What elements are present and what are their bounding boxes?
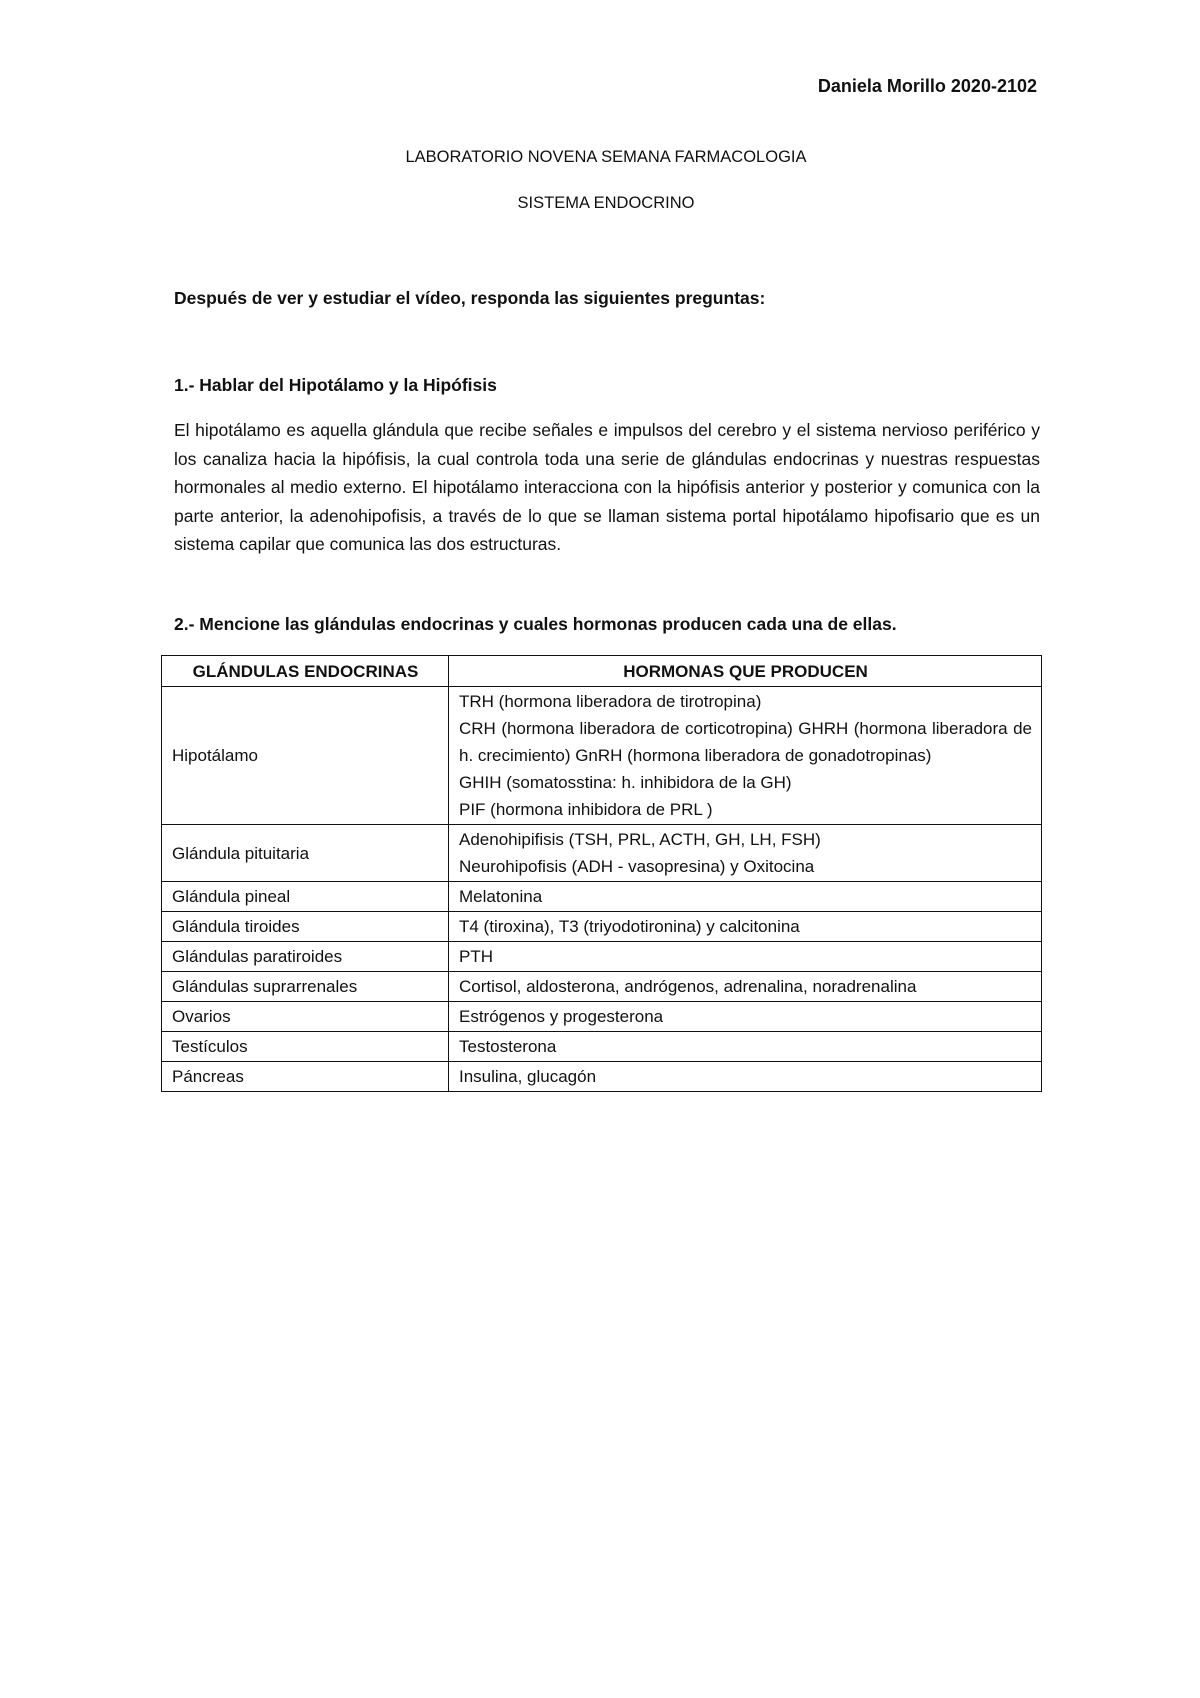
hormones-cell	[449, 972, 1042, 1002]
hormones-cell	[449, 1002, 1042, 1032]
table-row	[162, 972, 1042, 1002]
hormone-line: Cortisol, aldosterona, andrógenos, adrenalina, noradrenalina	[459, 977, 917, 996]
hormones-cell	[449, 882, 1042, 912]
author-line: Daniela Morillo 2020-2102	[817, 76, 1037, 96]
instructions: Después de ver y estudiar el vídeo, responda las siguientes preguntas:	[174, 288, 766, 308]
gland-name: Glándula pituitaria	[162, 825, 449, 882]
header-glands: GLÁNDULAS ENDOCRINAS	[162, 656, 449, 687]
hormones-cell	[449, 912, 1042, 942]
hormone-line: Neurohipofisis (ADH - vasopresina) y Oxitocina	[459, 857, 815, 876]
hormone-line: Estrógenos y progesterona	[459, 1007, 664, 1026]
hormone-line: Adenohipifisis (TSH, PRL, ACTH, GH, LH, FSH)	[459, 830, 821, 849]
document-subtitle: SISTEMA ENDOCRINO	[517, 194, 695, 212]
table-row	[162, 912, 1042, 942]
header-hormones: HORMONAS QUE PRODUCEN	[449, 656, 1042, 687]
hormone-line: CRH (hormona liberadora de corticotropina) GHRH (hormona liberadora de h. crecimiento) GnRH (hormona liberadora de gonadotropinas)	[459, 719, 1032, 765]
hormone-line: GHIH (somatosstina: h. inhibidora de la GH)	[459, 773, 792, 792]
table-row	[162, 882, 1042, 912]
hormone-line: Insulina, glucagón	[459, 1067, 597, 1086]
hormone-line: Testosterona	[459, 1037, 557, 1056]
gland-name: Glándulas paratiroides	[162, 942, 449, 972]
table-row	[162, 825, 1042, 882]
table-row	[162, 1062, 1042, 1092]
hormones-cell	[449, 825, 1042, 882]
gland-name: Hipotálamo	[162, 687, 449, 825]
hormone-line: TRH (hormona liberadora de tirotropina)	[459, 692, 762, 711]
document-title: LABORATORIO NOVENA SEMANA FARMACOLOGIA	[405, 148, 807, 166]
hormones-cell	[449, 942, 1042, 972]
table-row	[162, 1032, 1042, 1062]
question-1-heading: 1.- Hablar del Hipotálamo y la Hipófisis	[174, 375, 497, 395]
gland-name: Glándula tiroides	[162, 912, 449, 942]
table-body	[162, 687, 1042, 1092]
glands-table	[161, 655, 1042, 1092]
gland-name: Ovarios	[162, 1002, 449, 1032]
hormone-line: PIF (hormona inhibidora de PRL )	[459, 800, 713, 819]
question-2-heading: 2.- Mencione las glándulas endocrinas y cuales hormonas producen cada una de ellas.	[174, 614, 897, 634]
table-row	[162, 1002, 1042, 1032]
hormones-cell	[449, 687, 1042, 825]
gland-name: Testículos	[162, 1032, 449, 1062]
table-row	[162, 942, 1042, 972]
gland-name: Glándula pineal	[162, 882, 449, 912]
hormone-line: PTH	[459, 947, 493, 966]
hormone-line: Melatonina	[459, 887, 543, 906]
table-header-row	[162, 656, 1042, 687]
question-1-answer: El hipotálamo es aquella glándula que recibe señales e impulsos del cerebro y el sistema nervioso periférico y los canaliza hacia la hipófisis, la cual controla toda una serie de glándulas endocrinas y nuestras respuestas hormonales al medio externo. El hipotálamo interacciona con la hipófisis anterior y posterior y comunica con la parte anterior, la adenohipofisis, a través de lo que se llaman sistema portal hipotálamo hipofisario que es un sistema capilar que comunica las dos estructuras.	[174, 420, 1040, 554]
gland-name: Páncreas	[162, 1062, 449, 1092]
hormones-cell	[449, 1062, 1042, 1092]
hormone-line: T4 (tiroxina), T3 (triyodotironina) y calcitonina	[459, 917, 800, 936]
hormones-cell	[449, 1032, 1042, 1062]
gland-name: Glándulas suprarrenales	[162, 972, 449, 1002]
table-row	[162, 687, 1042, 825]
